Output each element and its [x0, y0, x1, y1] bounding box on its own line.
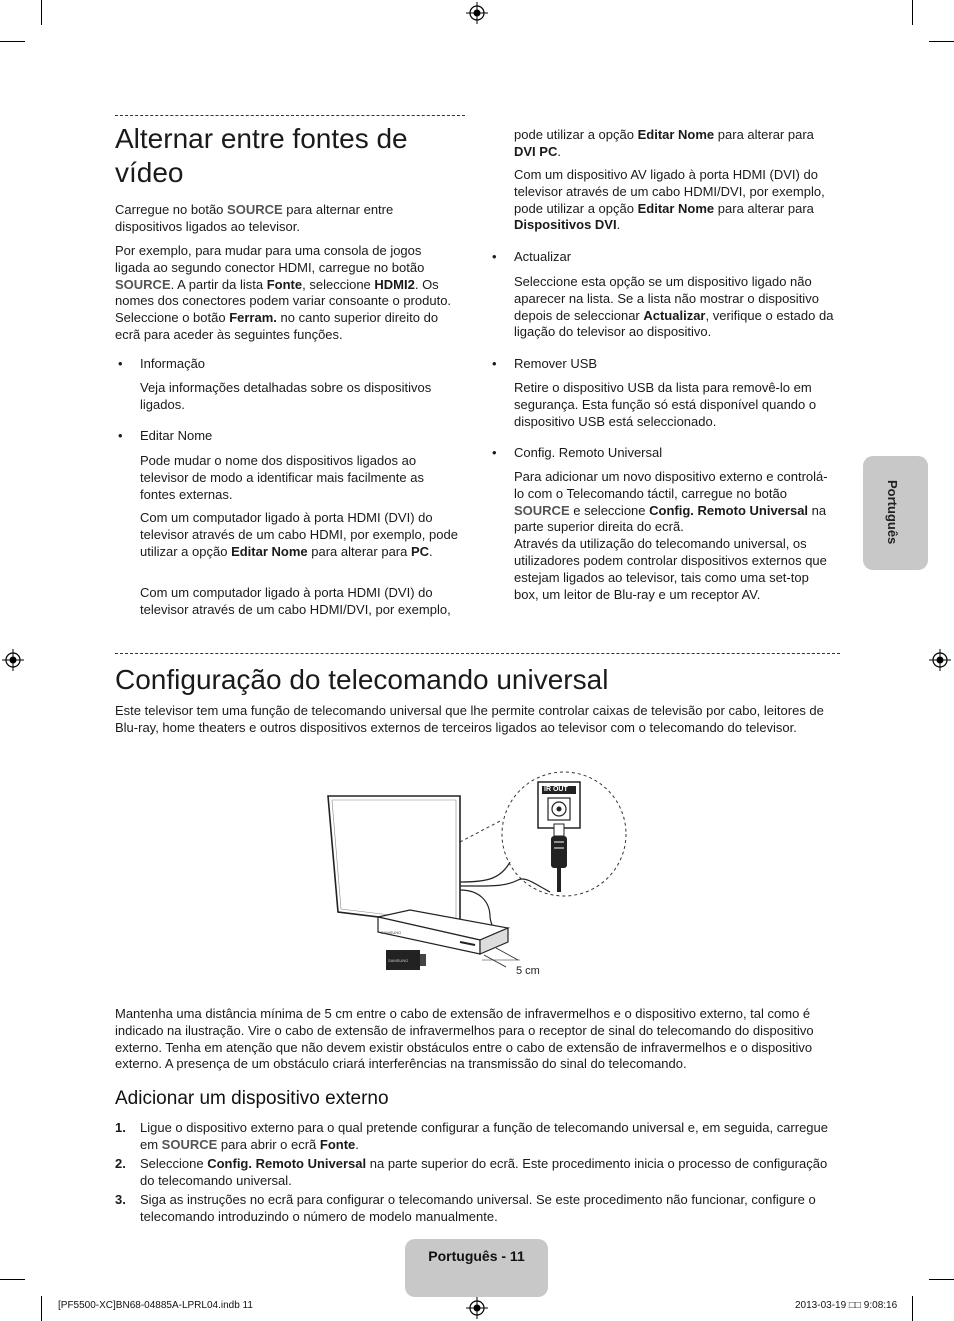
crop-mark	[912, 0, 913, 25]
section-divider	[115, 115, 465, 116]
intro-paragraph: Carregue no botão SOURCE para alternar entre dispositivos ligados ao televisor.	[115, 202, 394, 234]
receiver-brand-label: SAMSUNG	[388, 958, 409, 963]
ir-setup-illustration	[320, 762, 640, 987]
section-title: Configuração do telecomando universal	[115, 664, 609, 695]
footer-file-info: [PF5500-XC]BN68-04885A-LPRL04.indb 11	[58, 1300, 253, 1311]
language-side-tab: Português	[863, 456, 928, 570]
section-divider	[115, 653, 840, 654]
crop-mark	[0, 1279, 25, 1280]
edit-text-1: Pode mudar o nome dos dispositivos ligados ao televisor de modo a identificar mais facilmente as fontes externas.	[140, 453, 424, 502]
bullet-edit-name: • Editar Nome	[118, 428, 213, 443]
crop-mark	[912, 1296, 913, 1321]
remote-text: Para adicionar um novo dispositivo externo e controlá-lo com o Telecomando táctil, carregue no botão SOURCE e seleccione Config. Remoto Universal na parte superior direita do ecrã. Através da utilização do telecomando universal, os utilizadores podem controlar dispositivos externos que estejam ligados ao televisor, tais como uma set-top box, um leitor de Blu-ray e um receptor AV.	[514, 469, 828, 602]
ir-out-label: IR OUT	[544, 786, 568, 793]
edit-text-3b: pode utilizar a opção Editar Nome para alterar para DVI PC.	[514, 127, 814, 159]
usb-text: Retire o dispositivo USB da lista para removê-lo em segurança. Esta função só está disponível quando o dispositivo USB está seleccionado.	[514, 380, 817, 429]
info-text: Veja informações detalhadas sobre os dispositivos ligados.	[140, 380, 432, 412]
footer-date: 2013-03-19 □□ 9:08:16	[795, 1300, 898, 1311]
section-title: Alternar entre fontes de vídeo	[115, 123, 408, 188]
crop-mark	[929, 41, 954, 42]
registration-mark-icon	[929, 649, 951, 671]
registration-mark-icon	[466, 2, 488, 24]
registration-mark-icon	[2, 649, 24, 671]
bullet-update: • Actualizar	[492, 249, 572, 264]
box-brand-label: SAMSUNG	[381, 930, 402, 935]
bullet-universal-remote: • Config. Remoto Universal	[492, 445, 663, 460]
edit-text-4: Com um dispositivo AV ligado à porta HDMI (DVI) do televisor através de um cabo HDMI/DVI, por exemplo, pode utilizar a opção Editar Nome para alterar para Dispositivos DVI.	[514, 167, 825, 233]
bullet-remove-usb: • Remover USB	[492, 356, 598, 371]
remote-intro-paragraph: Este televisor tem uma função de telecomando universal que lhe permite controlar caixas de televisão por cabo, leitores de Blu-ray, home theaters e outros dispositivos externos de terceiros ligados ao televisor com o telecomando do televisor.	[115, 703, 824, 735]
edit-text-3a: Com um computador ligado à porta HDMI (DVI) do televisor através de um cabo HDMI/DVI, por exemplo,	[140, 585, 451, 617]
distance-label: 5 cm	[516, 965, 540, 977]
add-device-heading: Adicionar um dispositivo externo	[115, 1088, 389, 1109]
crop-mark	[41, 1296, 42, 1321]
edit-text-2: Com um computador ligado à porta HDMI (DVI) do televisor através de um cabo HDMI, por exemplo, pode utilizar a opção Editar Nome para alterar para PC.	[140, 510, 458, 559]
crop-mark	[0, 41, 25, 42]
example-paragraph: Por exemplo, para mudar para uma consola de jogos ligada ao segundo conector HDMI, carregue no botão SOURCE. A partir da lista Fonte, seleccione HDMI2. Os nomes dos conectores podem variar consoante o produto. Seleccione o botão Ferram. no canto superior direito do ecrã para aceder às seguintes funções.	[115, 243, 452, 342]
bullet-info: • Informação	[118, 356, 206, 371]
update-text: Seleccione esta opção se um dispositivo ligado não aparecer na lista. Se a lista não mostrar o dispositivo depois de seleccionar Actualizar, verifique o estado da ligação do televisor ao dispositivo.	[514, 274, 834, 340]
crop-mark	[41, 0, 42, 25]
registration-mark-icon	[466, 1297, 488, 1319]
page-number-tab: Português - 11	[405, 1239, 548, 1297]
distance-paragraph: Mantenha uma distância mínima de 5 cm entre o cabo de extensão de infravermelhos e o dispositivo externo, tal como é indicado na ilustração. Vire o cabo de extensão de infravermelhos para o receptor de sinal do telecomando do dispositivo externo. Tenha em atenção que não devem existir obstáculos entre o cabo de extensão de infravermelhos e o dispositivo externo. A presença de um obstáculo criará interferências na transmissão do sinal do telecomando.	[115, 1006, 814, 1072]
crop-mark	[929, 1279, 954, 1280]
